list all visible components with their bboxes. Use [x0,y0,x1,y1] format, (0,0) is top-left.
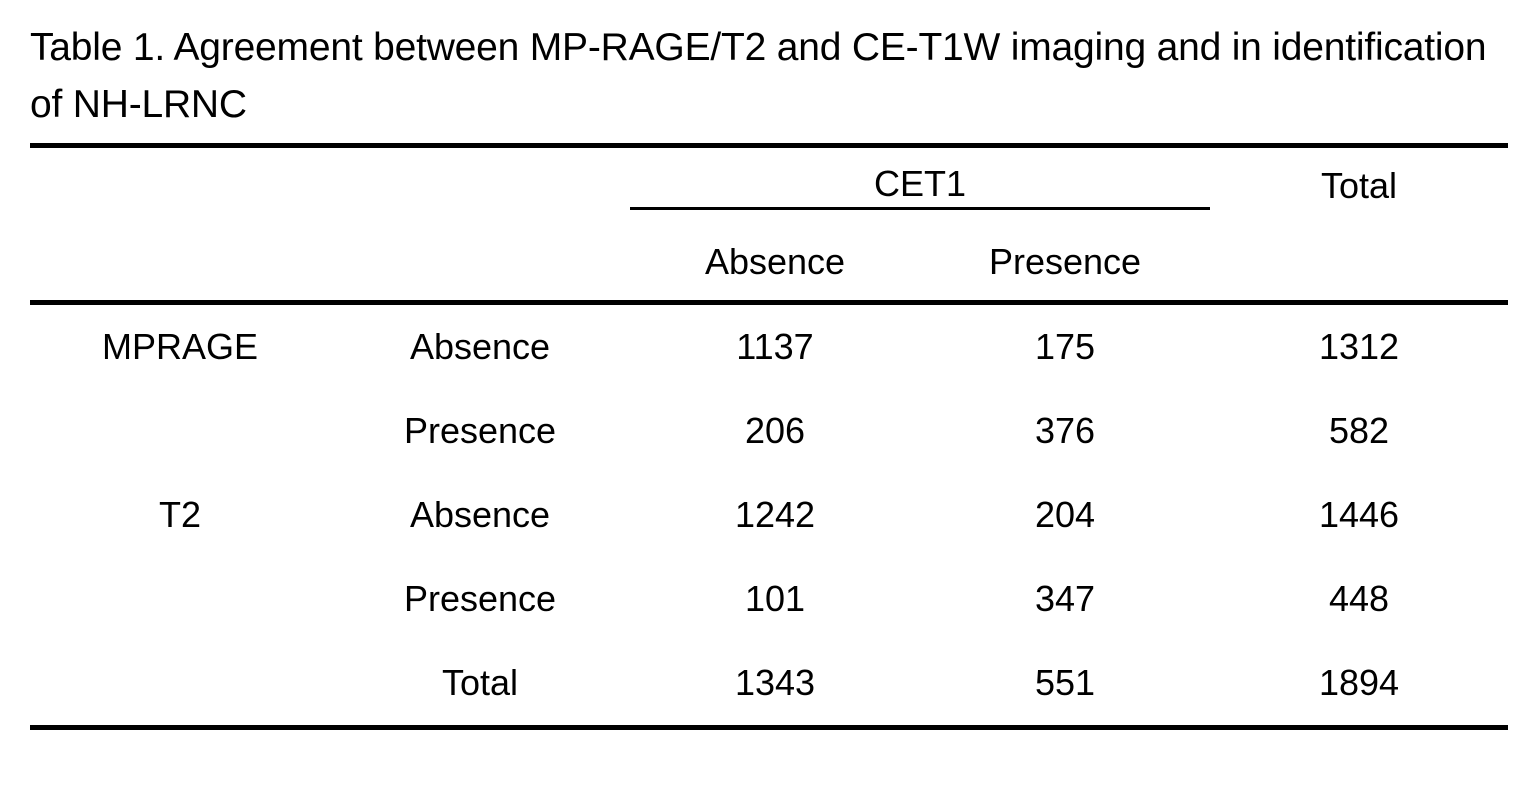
cell-total: 582 [1328,410,1390,452]
cell-total: 448 [1328,578,1390,620]
row-label: Presence [403,410,557,452]
cell-total: 1312 [1318,326,1400,368]
table-row [30,641,1508,728]
table-header-row-group [30,146,1508,225]
table-row [30,303,1508,390]
subheader-blank-3 [1210,224,1508,303]
subheader-blank-2 [330,224,630,303]
subheader-blank-1 [30,224,330,303]
cell-absence: 206 [744,410,806,452]
cell-presence: 347 [1034,578,1096,620]
cell-absence: 101 [744,578,806,620]
cell-absence: 1242 [734,494,816,536]
row-label: Presence [403,578,557,620]
header-group-cet1-label: CET1 [630,163,1210,210]
agreement-table [30,143,1508,730]
cell-presence: 376 [1034,410,1096,452]
cell-presence: 204 [1034,494,1096,536]
table-row [30,389,1508,473]
cell-total: 1894 [1210,641,1508,728]
header-total: Total [1210,146,1508,225]
table-subheader-row [30,224,1508,303]
row-group-label [30,557,330,641]
cell-presence: 551 [920,641,1210,728]
table-caption: Table 1. Agreement between MP-RAGE/T2 and CE-T1W imaging and in identification of NH-LRNC [30,26,1487,126]
cell-presence: 175 [1034,326,1096,368]
header-group-cet1 [630,146,1210,225]
row-group-label [30,389,330,473]
header-blank-2 [330,146,630,225]
row-group-label: T2 [158,494,201,536]
subheader-presence: Presence [920,224,1210,303]
table-row [30,557,1508,641]
cell-absence: 1343 [630,641,920,728]
row-label: Total [330,641,630,728]
header-blank-1 [30,146,330,225]
cell-absence: 1137 [736,326,814,368]
row-group-label: MPRAGE [101,326,259,368]
table-row [30,473,1508,557]
cell-total: 1446 [1318,494,1400,536]
row-group-label [30,641,330,728]
subheader-absence: Absence [630,224,920,303]
row-label: Absence [409,494,551,536]
row-label: Absence [409,326,551,368]
